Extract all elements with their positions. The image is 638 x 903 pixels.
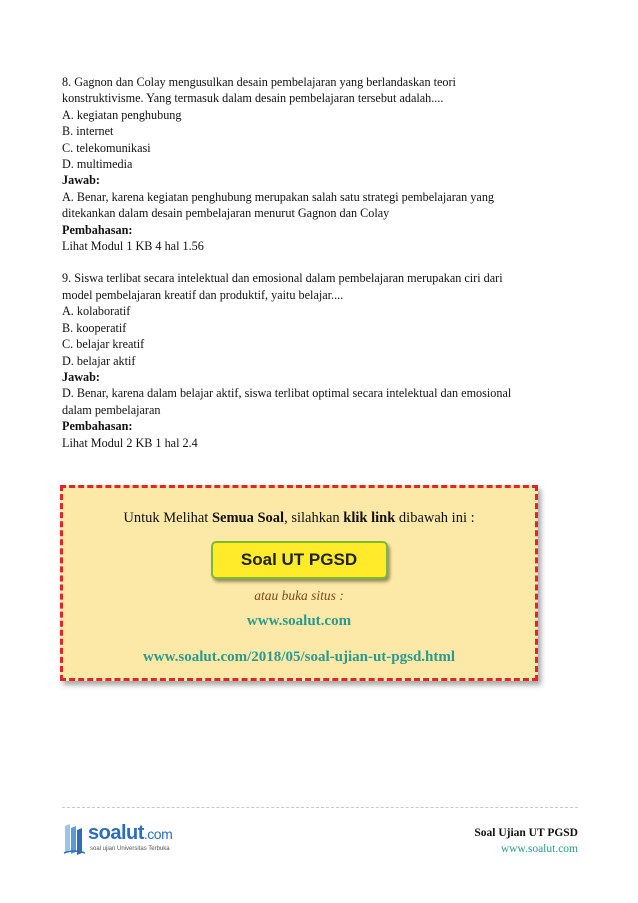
document-body <box>62 74 582 451</box>
question-9 <box>62 270 582 450</box>
option-d: D. multimedia <box>62 157 133 172</box>
site-link[interactable]: www.soalut.com <box>246 613 352 629</box>
question-text: konstruktivisme. Yang termasuk dalam desain pembelajaran tersebut adalah.... <box>62 91 444 106</box>
option-c: C. telekomunikasi <box>62 140 151 155</box>
option-a: A. kegiatan penghubung <box>62 107 182 122</box>
or-visit-text: atau buka situs : <box>254 588 344 603</box>
promo-instruction: Untuk Melihat Semua Soal, silahkan klik link dibawah ini : <box>123 510 475 526</box>
answer-label: Jawab: <box>62 173 100 188</box>
option-d: D. belajar aktif <box>62 353 136 368</box>
footer-link[interactable]: www.soalut.com <box>500 843 578 855</box>
book-stack-icon <box>62 820 86 856</box>
logo-wordmark: soalut <box>88 822 144 844</box>
page-link[interactable]: www.soalut.com/2018/05/soal-ujian-ut-pgsd.html <box>142 649 456 665</box>
option-b: B. kooperatif <box>62 320 127 335</box>
question-8 <box>62 74 582 254</box>
option-a: A. kolaboratif <box>62 304 131 319</box>
discussion-text: Lihat Modul 2 KB 1 hal 2.4 <box>62 435 198 450</box>
discussion-label: Pembahasan: <box>62 222 133 237</box>
answer-text: ditekankan dalam desain pembelajaran menurut Gagnon dan Colay <box>62 206 390 221</box>
question-text: 8. Gagnon dan Colay mengusulkan desain pembelajaran yang berlandaskan teori <box>62 75 456 89</box>
soalut-logo <box>62 818 182 858</box>
logo-tagline: soal ujian Universitas Terbuka <box>90 846 170 852</box>
promo-box <box>60 485 538 681</box>
footer-divider <box>62 807 578 808</box>
answer-text: dalam pembelajaran <box>62 402 161 417</box>
footer-info <box>474 825 578 857</box>
footer-title: Soal Ujian UT PGSD <box>474 827 578 839</box>
answer-text: A. Benar, karena kegiatan penghubung merupakan salah satu strategi pembelajaran yang <box>62 189 495 204</box>
discussion-label: Pembahasan: <box>62 419 133 434</box>
option-c: C. belajar kreatif <box>62 337 145 352</box>
question-text: model pembelajaran kreatif dan produktif, yaitu belajar.... <box>62 287 344 302</box>
discussion-text: Lihat Modul 1 KB 4 hal 1.56 <box>62 239 204 254</box>
answer-label: Jawab: <box>62 369 100 384</box>
answer-text: D. Benar, karena dalam belajar aktif, siswa terlibat optimal secara intelektual dan emosional <box>62 386 512 401</box>
logo-suffix: .com <box>143 826 173 842</box>
question-text: 9. Siswa terlibat secara intelektual dan emosional dalam pembelajaran merupakan ciri dari <box>62 271 503 286</box>
option-b: B. internet <box>62 124 114 139</box>
soal-ut-pgsd-button[interactable]: Soal UT PGSD <box>211 541 388 579</box>
